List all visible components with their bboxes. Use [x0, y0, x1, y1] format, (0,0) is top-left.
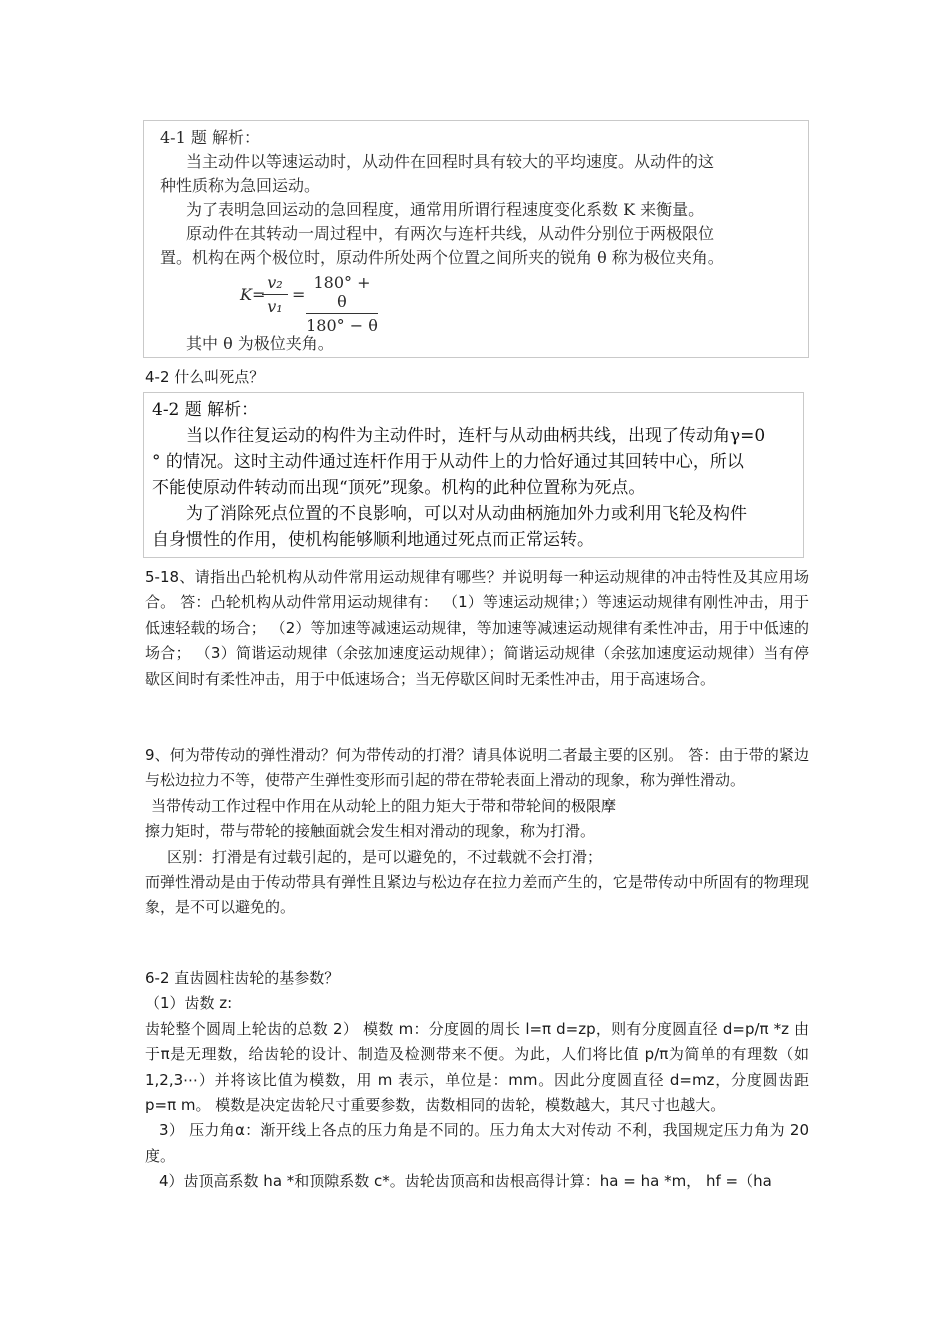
box-line: 种性质称为急回运动。 — [160, 176, 321, 195]
question-5-18 — [145, 565, 809, 692]
formula-eq: = — [292, 285, 306, 304]
answer-image-4-1 — [143, 120, 809, 358]
section-title: 6-2 直齿圆柱齿轮的基参数？ — [145, 969, 340, 987]
box-line: ° 的情况。这时主动件通过连杆作用于从动件上的力恰好通过其回转中心，所以 — [152, 452, 744, 472]
question-9 — [145, 743, 809, 921]
box-line: 原动件在其转动一周过程中，有两次与连杆共线，从动件分别位于两极限位 — [186, 224, 715, 243]
formula-denominator: 180° − θ — [306, 316, 378, 335]
box-footer: 其中 θ 为极位夹角。 — [186, 334, 334, 353]
paragraph: （1）齿数 z: — [145, 994, 233, 1013]
paragraph: 而弹性滑动是由于传动带具有弹性且紧边与松边存在拉力差而产生的，它是带传动中所固有的物理现象，是不可以避免的。 — [145, 873, 809, 917]
box-title: 4-2 题 解析： — [152, 400, 259, 420]
paragraph: 齿轮整个圆周上轮齿的总数 2） 模数 m：分度圆的周长 l=π d=zp，则有分度圆直径 d=p/π *z 由于π是无理数，给齿轮的设计、制造及检测带来不便。为此，人们将比值 p/π为简单的有理数（如 1,2,3⋯）并将该比值为模数，用 m 表示，单位是：mm。因此分度圆直径 d=mz，分度圆齿距 p=π m。 模数是决定齿轮尺寸重要参数，齿数相同的齿轮，模数越大，其尺寸也越大。 — [145, 1019, 809, 1115]
paragraph: 4）齿顶高系数 ha *和顶隙系数 c*。齿轮齿顶高和齿根高得计算：ha = ha *m， hf =（ha — [159, 1172, 772, 1191]
box-line: 为了表明急回运动的急回程度，通常用所谓行程速度变化系数 K 来衡量。 — [186, 200, 705, 219]
paragraph: 区别：打滑是有过载引起的，是可以避免的，不过载就不会打滑； — [167, 847, 603, 866]
paragraph: 9、何为带传动的弹性滑动？何为带传动的打滑？请具体说明二者最主要的区别。 答：由于带的紧边与松边拉力不等，使带产生弹性变形而引起的带在带轮表面上滑动的现象，称为弹性滑动。 — [145, 746, 809, 790]
paragraph: 5-18、请指出凸轮机构从动件常用运动规律有哪些？并说明每一种运动规律的冲击特性及其应用场合。 答：凸轮机构从动件常用运动规律有： （1）等速运动规律；）等速运动规律有刚性冲击，用于低速轻载的场合； （2）等加速等减速运动规律，等加速等减速运动规律有柔性冲击，用于中低速的场合； （3）简谐运动规律（余弦加速度运动规律）；简谐运动规律（余弦加速度运动规律）当有停歇区间时有柔性冲击，用于中低速场合；当无停歇区间时无柔性冲击，用于高速场合。 — [145, 568, 809, 688]
box-line: 置。机构在两个极位时，原动件所处两个位置之间所夹的锐角 θ 称为极位夹角。 — [160, 248, 724, 267]
box-line: 不能使原动件转动而出现“顶死”现象。机构的此种位置称为死点。 — [152, 478, 646, 498]
formula-velocity-ratio — [262, 273, 288, 316]
answer-image-4-2 — [143, 392, 804, 558]
paragraph: 当带传动工作过程中作用在从动轮上的阻力矩大于带和带轮间的极限摩 — [151, 796, 617, 815]
formula-v2: v₂ — [262, 273, 288, 295]
formula-k: K — [240, 285, 252, 304]
formula-eq: = — [252, 285, 266, 304]
question-4-2 — [145, 365, 809, 390]
box-title: 4-1 题 解析： — [160, 128, 260, 147]
paragraph: 擦力矩时，带与带轮的接触面就会发生相对滑动的现象，称为打滑。 — [145, 822, 596, 841]
paragraph: 3） 压力角α：渐开线上各点的压力角是不同的。压力角太大对传动 不利，我国规定压力角为 20 度。 — [145, 1121, 809, 1165]
formula-numerator: 180° + θ — [306, 273, 378, 314]
formula-angle-ratio — [306, 273, 378, 335]
question-6-2 — [145, 966, 809, 1195]
box-line: 当主动件以等速运动时，从动件在回程时具有较大的平均速度。从动件的这 — [186, 152, 715, 171]
box-line: 自身惯性的作用，使机构能够顺利地通过死点而正常运转。 — [152, 530, 594, 550]
box-line: 当以作往复运动的构件为主动件时，连杆与从动曲柄共线，出现了传动角γ=0 — [186, 426, 766, 446]
formula-v1: v₁ — [267, 297, 283, 316]
box-line: 为了消除死点位置的不良影响，可以对从动曲柄施加外力或利用飞轮及构件 — [186, 504, 747, 524]
question-text: 4-2 什么叫死点？ — [145, 368, 265, 386]
